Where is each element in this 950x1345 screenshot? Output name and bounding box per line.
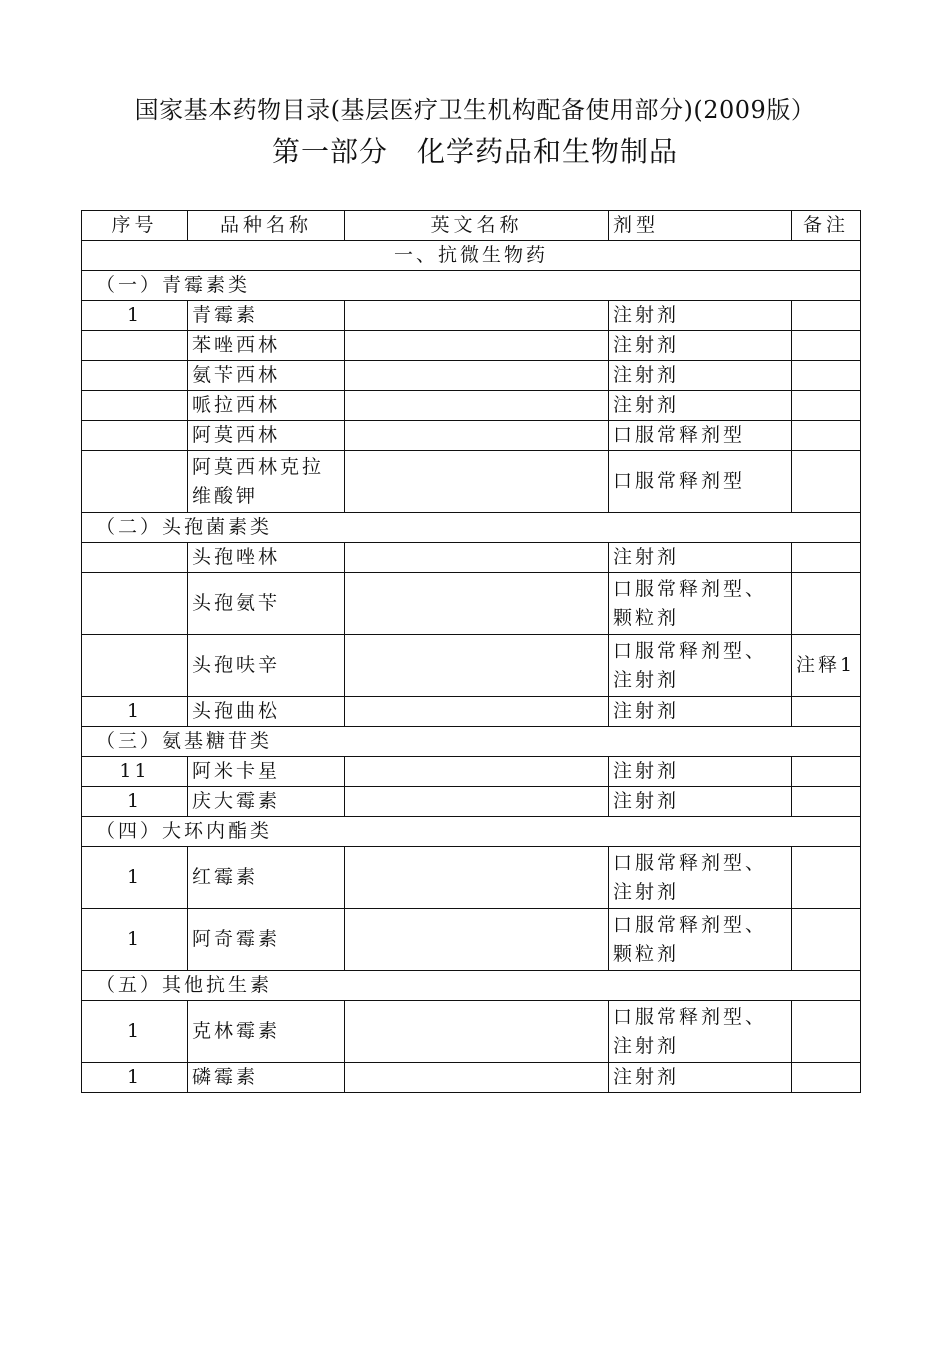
drug-name-cell: 庆大霉素	[188, 787, 345, 817]
table-row	[82, 1063, 861, 1093]
document-title: 国家基本药物目录(基层医疗卫生机构配备使用部分)(2009版）	[134, 96, 816, 124]
header-seq: 序号	[82, 211, 188, 241]
dosage-form-cell: 注射剂	[609, 361, 792, 391]
seq-cell: 1	[82, 301, 188, 331]
drug-table-body	[82, 211, 861, 1093]
table-header-row	[82, 211, 861, 241]
header-name: 品种名称	[188, 211, 345, 241]
table-row	[82, 451, 861, 513]
note-cell	[792, 331, 861, 361]
drug-name-cell: 阿米卡星	[188, 757, 345, 787]
seq-cell: 1	[82, 787, 188, 817]
english-name-cell	[345, 391, 609, 421]
drug-name-cell: 氨苄西林	[188, 361, 345, 391]
table-row	[82, 421, 861, 451]
note-cell	[792, 301, 861, 331]
drug-name-cell: 哌拉西林	[188, 391, 345, 421]
seq-cell	[82, 543, 188, 573]
header-note: 备注	[792, 211, 861, 241]
note-cell	[792, 573, 861, 635]
group-heading: （二）头孢菌素类	[82, 513, 861, 543]
drug-name-cell: 青霉素	[188, 301, 345, 331]
english-name-cell	[345, 697, 609, 727]
seq-cell	[82, 331, 188, 361]
dosage-form-cell: 口服常释剂型、颗粒剂	[609, 909, 792, 971]
seq-cell: 1	[82, 909, 188, 971]
table-row	[82, 331, 861, 361]
drug-name-cell: 克林霉素	[188, 1001, 345, 1063]
drug-name-cell: 头孢唑林	[188, 543, 345, 573]
table-row	[82, 847, 861, 909]
table-row	[82, 697, 861, 727]
english-name-cell	[345, 421, 609, 451]
table-row	[82, 757, 861, 787]
dosage-form-cell: 口服常释剂型、注射剂	[609, 847, 792, 909]
group-heading: （一）青霉素类	[82, 271, 861, 301]
seq-cell	[82, 451, 188, 513]
note-cell	[792, 909, 861, 971]
drug-name-cell: 阿莫西林克拉维酸钾	[188, 451, 345, 513]
note-cell	[792, 1063, 861, 1093]
note-cell	[792, 361, 861, 391]
dosage-form-cell: 注射剂	[609, 301, 792, 331]
note-cell	[792, 757, 861, 787]
group-heading-row	[82, 513, 861, 543]
drug-name-cell: 阿奇霉素	[188, 909, 345, 971]
seq-cell: 1	[82, 1063, 188, 1093]
note-cell	[792, 697, 861, 727]
dosage-form-cell: 注射剂	[609, 391, 792, 421]
seq-cell	[82, 391, 188, 421]
english-name-cell	[345, 909, 609, 971]
group-heading-row	[82, 727, 861, 757]
seq-cell: 11	[82, 757, 188, 787]
note-cell	[792, 391, 861, 421]
group-heading-row	[82, 817, 861, 847]
note-cell	[792, 847, 861, 909]
header-form: 剂型	[609, 211, 792, 241]
document-subtitle: 第一部分 化学药品和生物制品	[271, 135, 678, 168]
note-cell	[792, 451, 861, 513]
note-cell	[792, 787, 861, 817]
dosage-form-cell: 注射剂	[609, 757, 792, 787]
drug-list-table	[81, 210, 861, 1093]
note-cell	[792, 421, 861, 451]
dosage-form-cell: 口服常释剂型、注射剂	[609, 1001, 792, 1063]
table-row	[82, 543, 861, 573]
english-name-cell	[345, 301, 609, 331]
seq-cell	[82, 421, 188, 451]
english-name-cell	[345, 451, 609, 513]
table-row	[82, 787, 861, 817]
table-row	[82, 909, 861, 971]
category-row	[82, 241, 861, 271]
drug-name-cell: 头孢曲松	[188, 697, 345, 727]
seq-cell	[82, 361, 188, 391]
drug-name-cell: 磷霉素	[188, 1063, 345, 1093]
dosage-form-cell: 注射剂	[609, 543, 792, 573]
dosage-form-cell: 口服常释剂型	[609, 421, 792, 451]
dosage-form-cell: 注射剂	[609, 697, 792, 727]
english-name-cell	[345, 757, 609, 787]
english-name-cell	[345, 361, 609, 391]
header-english: 英文名称	[345, 211, 609, 241]
dosage-form-cell: 口服常释剂型	[609, 451, 792, 513]
table-row	[82, 635, 861, 697]
table-row	[82, 391, 861, 421]
seq-cell: 1	[82, 847, 188, 909]
drug-name-cell: 苯唑西林	[188, 331, 345, 361]
group-heading-row	[82, 971, 861, 1001]
group-heading: （三）氨基糖苷类	[82, 727, 861, 757]
group-heading: （四）大环内酯类	[82, 817, 861, 847]
english-name-cell	[345, 543, 609, 573]
table-row	[82, 573, 861, 635]
dosage-form-cell: 口服常释剂型、注射剂	[609, 635, 792, 697]
group-heading-row	[82, 271, 861, 301]
seq-cell	[82, 573, 188, 635]
english-name-cell	[345, 847, 609, 909]
dosage-form-cell: 口服常释剂型、颗粒剂	[609, 573, 792, 635]
seq-cell	[82, 635, 188, 697]
seq-cell: 1	[82, 1001, 188, 1063]
drug-name-cell: 头孢呋辛	[188, 635, 345, 697]
english-name-cell	[345, 573, 609, 635]
english-name-cell	[345, 787, 609, 817]
note-cell	[792, 543, 861, 573]
english-name-cell	[345, 1063, 609, 1093]
english-name-cell	[345, 331, 609, 361]
table-row	[82, 1001, 861, 1063]
dosage-form-cell: 注射剂	[609, 331, 792, 361]
group-heading: （五）其他抗生素	[82, 971, 861, 1001]
note-cell: 注释1	[792, 635, 861, 697]
table-row	[82, 361, 861, 391]
note-cell	[792, 1001, 861, 1063]
english-name-cell	[345, 635, 609, 697]
drug-name-cell: 红霉素	[188, 847, 345, 909]
dosage-form-cell: 注射剂	[609, 1063, 792, 1093]
drug-name-cell: 头孢氨苄	[188, 573, 345, 635]
category-heading: 一、抗微生物药	[82, 241, 861, 271]
table-row	[82, 301, 861, 331]
seq-cell: 1	[82, 697, 188, 727]
drug-name-cell: 阿莫西林	[188, 421, 345, 451]
dosage-form-cell: 注射剂	[609, 787, 792, 817]
english-name-cell	[345, 1001, 609, 1063]
